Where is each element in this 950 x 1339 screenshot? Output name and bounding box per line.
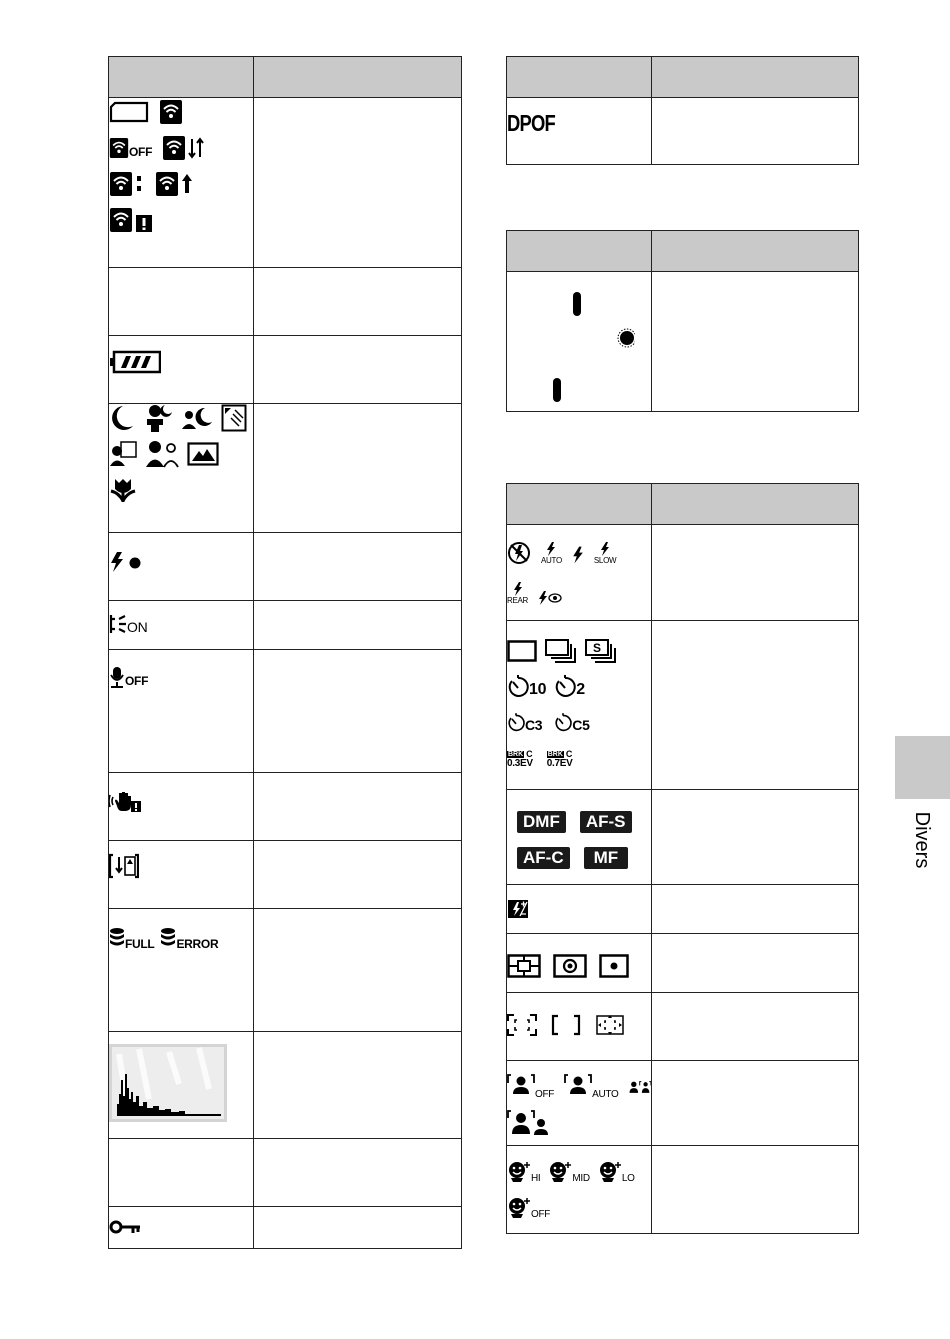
section-side-label: Divers <box>911 811 933 869</box>
right-icon-table-3 <box>506 483 859 1234</box>
camera-shake-warning-icon <box>109 789 143 813</box>
focus-area-flexible-spot-icon <box>595 1014 625 1036</box>
table-row <box>109 1139 462 1207</box>
table-row <box>507 1061 859 1146</box>
record-indicator-icon <box>573 292 581 316</box>
battery-icon <box>109 350 161 374</box>
table-row <box>507 1146 859 1234</box>
table-row <box>109 336 462 404</box>
backlight-portrait-icon <box>109 441 137 467</box>
self-timer-c5-label: C5 <box>572 717 590 733</box>
focus-mf-badge: MF <box>584 847 629 869</box>
table-row <box>109 601 462 650</box>
flash-slow-icon <box>594 542 616 565</box>
protect-key-icon <box>109 1219 141 1235</box>
focus-afc-badge: AF-C <box>517 847 570 869</box>
svg-text:S: S <box>592 641 602 655</box>
table-row <box>507 790 859 885</box>
self-timer-10-icon <box>507 675 546 699</box>
stop-indicator-icon <box>553 378 561 402</box>
database-full-label: FULL <box>125 937 155 951</box>
memory-card-icon <box>109 101 149 123</box>
table-row <box>109 773 462 841</box>
mic-off-icon <box>109 666 253 688</box>
histogram-icon <box>109 1044 227 1122</box>
face-detect-auto-icon <box>564 1074 618 1100</box>
af-illuminator-on-icon <box>109 613 253 635</box>
table-row <box>507 621 859 790</box>
night-portrait-icon <box>143 403 173 433</box>
wifi-off-label: OFF <box>129 145 153 159</box>
focus-dmf-badge: DMF <box>517 811 566 833</box>
table-row <box>109 404 462 533</box>
smile-shutter-off-icon <box>507 1196 550 1220</box>
face-detect-off-icon <box>507 1074 554 1100</box>
table-row <box>109 268 462 336</box>
speed-priority-continuous-icon <box>585 639 617 663</box>
wifi-transfer-icon <box>162 135 206 161</box>
backlight-icon <box>221 404 247 432</box>
table-header-row <box>507 484 859 525</box>
flash-auto-icon <box>541 542 562 565</box>
wifi-off-icon <box>109 137 152 159</box>
face-detect-auto-label: AUTO <box>592 1089 619 1100</box>
flash-auto-label: AUTO <box>541 556 562 565</box>
face-registered-priority-icon <box>629 1074 651 1100</box>
mic-off-label: OFF <box>125 674 149 688</box>
table-row <box>109 533 462 601</box>
flash-fill-icon <box>572 545 584 565</box>
table-row <box>109 841 462 909</box>
bracket-03ev-value: 0.3EV <box>507 757 533 769</box>
table-row <box>109 1032 462 1139</box>
wifi-error-icon <box>109 207 153 233</box>
table-row <box>109 1207 462 1249</box>
landscape-icon <box>187 442 219 466</box>
bracket-07ev-value: 0.7EV <box>546 757 573 769</box>
metering-center-icon <box>553 954 587 978</box>
smile-shutter-hi-label: HI <box>531 1173 541 1184</box>
wifi-icon <box>159 99 183 125</box>
focus-area-wide-icon <box>507 1014 537 1036</box>
smile-shutter-off-label: OFF <box>531 1209 551 1220</box>
dpof-label: DPOF <box>507 110 555 136</box>
table-row <box>507 525 859 621</box>
table-row <box>109 98 462 268</box>
self-timer-c3-label: C3 <box>525 717 543 733</box>
overheating-warning-icon <box>109 853 139 879</box>
metering-spot-icon <box>599 954 629 978</box>
table-header-row <box>109 57 462 98</box>
table-row <box>109 650 462 773</box>
table-row <box>507 885 859 934</box>
flash-compensation-icon <box>507 899 529 919</box>
flash-rear-label: REAR <box>507 596 529 605</box>
twilight-portrait-icon <box>181 406 213 430</box>
bracket-07ev-c: C <box>565 748 573 759</box>
metering-multi-icon <box>507 954 541 978</box>
bracket-03ev-c: C <box>526 748 533 759</box>
self-timer-2-label: 2 <box>576 681 585 698</box>
portrait-icon <box>145 440 179 468</box>
smile-shutter-lo-icon <box>598 1160 635 1184</box>
face-registered-icon <box>507 1110 549 1136</box>
flash-rear-icon <box>507 582 528 605</box>
right-icon-table-2 <box>506 230 859 412</box>
flash-charging-icon <box>109 551 149 573</box>
table-row <box>507 272 859 412</box>
table-row <box>507 98 859 165</box>
self-timer-c5-icon <box>554 713 589 733</box>
flash-red-eye-icon <box>538 591 562 605</box>
face-detect-off-label: OFF <box>535 1089 555 1100</box>
continuous-shot-icon <box>545 639 577 663</box>
single-shot-icon <box>507 640 537 662</box>
night-scene-icon <box>109 404 135 432</box>
macro-tulip-icon <box>109 477 137 503</box>
table-header-row <box>507 231 859 272</box>
wifi-waiting-icon <box>109 171 145 197</box>
wifi-upload-icon <box>155 171 193 197</box>
table-row <box>507 993 859 1061</box>
table-row <box>507 934 859 993</box>
right-icon-table-1 <box>506 56 859 165</box>
focus-afs-badge: AF-S <box>580 811 632 833</box>
database-error-icon <box>160 927 218 951</box>
af-illuminator-on-label: ON <box>127 619 148 635</box>
database-error-label: ERROR <box>176 937 219 951</box>
bracket-07ev-brk: BRK <box>547 750 563 758</box>
database-full-icon <box>109 927 154 951</box>
self-timer-c3-icon <box>507 713 542 733</box>
smile-shutter-mid-icon <box>548 1160 589 1184</box>
self-timer-2-icon <box>554 675 585 699</box>
bracket-03ev-icon <box>507 750 533 769</box>
smile-shutter-mid-label: MID <box>572 1173 590 1184</box>
dial-indicator-icon <box>617 328 635 348</box>
flash-slow-label: SLOW <box>593 556 617 565</box>
self-timer-10-label: 10 <box>529 681 547 698</box>
flash-off-icon <box>507 541 531 565</box>
smile-shutter-lo-label: LO <box>621 1173 635 1184</box>
table-header-row <box>507 57 859 98</box>
left-icon-table <box>108 56 462 1249</box>
smile-shutter-hi-icon <box>507 1160 540 1184</box>
bracket-07ev-icon <box>547 750 573 769</box>
bracket-03ev-brk: BRK <box>508 750 524 758</box>
table-row <box>109 909 462 1032</box>
focus-area-center-icon <box>551 1014 581 1036</box>
